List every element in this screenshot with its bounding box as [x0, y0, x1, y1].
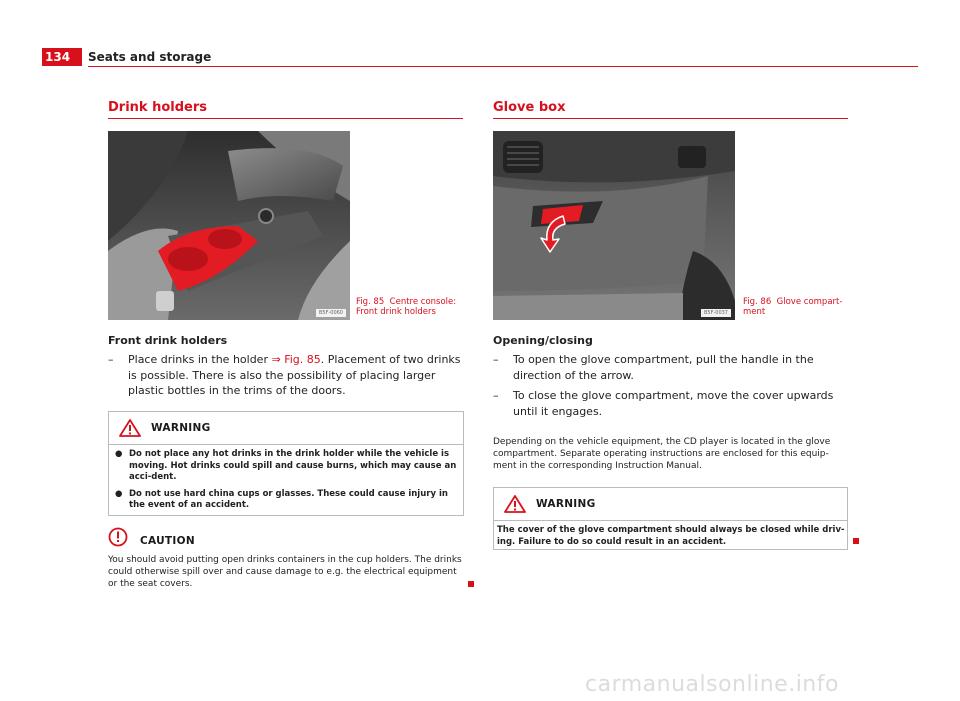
section-end-marker	[853, 538, 859, 544]
warning-heading: WARNING	[109, 412, 463, 445]
opening-closing-heading: Opening/closing	[493, 334, 593, 347]
list-item: ● Do not place any hot drinks in the drink holder while the vehicle is moving. Hot drinks could spill and cause burns, which may cause an acci-dent.	[115, 449, 457, 482]
centre-console-illustration	[108, 131, 350, 320]
glove-box-title: Glove box	[493, 100, 566, 115]
figure-caption-label: Fig. 85	[356, 297, 385, 307]
figure-caption-text: Centre console: Front drink holders	[356, 297, 457, 317]
header-section-title: Seats and storage	[88, 50, 212, 64]
figure-caption	[743, 297, 843, 317]
figure-link[interactable]: ⇒ Fig. 85	[271, 353, 321, 366]
list-item: – To open the glove compartment, pull the handle in the direction of the arrow.	[493, 353, 814, 382]
figure-caption	[356, 297, 464, 317]
figure-caption-label: Fig. 86	[743, 297, 772, 307]
drink-holders-title: Drink holders	[108, 100, 207, 115]
figure-caption-text: Glove compart-ment	[743, 297, 843, 317]
list-item: – Place drinks in the holder ⇒ Fig. 85. Placement of two drinks is possible. There is also the possibility of placing larger plastic bottles in the trims of the doors.	[108, 353, 461, 397]
front-drink-holders-heading: Front drink holders	[108, 334, 228, 347]
list-item: – To close the glove compartment, move the cover upwards until it engages.	[493, 389, 834, 418]
drink-holder-instructions	[108, 352, 464, 399]
warning-box	[108, 411, 464, 516]
warning-triangle-icon	[119, 419, 141, 437]
header-rule	[88, 66, 918, 67]
figure-code: B5F-0037	[701, 309, 731, 317]
list-item: ● Do not use hard china cups or glasses. These could cause injury in the event of an accident.	[115, 488, 448, 510]
warning-body	[109, 445, 463, 512]
caution-text: You should avoid putting open drinks containers in the cup holders. The drinks could otherwise spill over and cause damage to e.g. the electrical equipment or the seat covers.	[108, 555, 462, 589]
cd-player-note: Depending on the vehicle equipment, the CD player is located in the glove compartment. Separate operating instructions are enclosed for this equip-ment in the corresponding Instruction Manual.	[493, 437, 831, 471]
figure-glove-compartment	[493, 131, 735, 320]
warning-triangle-icon	[504, 495, 526, 513]
section-end-marker	[468, 581, 474, 587]
figure-code: B5F-0060	[316, 309, 346, 317]
figure-centre-console	[108, 131, 350, 320]
caution-circle-icon	[108, 527, 128, 547]
watermark: carmanualsonline.info	[585, 672, 839, 697]
caution-heading: CAUTION	[108, 527, 195, 547]
page-number: 134	[42, 48, 82, 66]
warning-heading: WARNING	[494, 488, 847, 521]
warning-box	[493, 487, 848, 550]
warning-body: The cover of the glove compartment should always be closed while driv-ing. Failure to do so could result in an accident.	[497, 525, 845, 547]
glove-box-instructions	[493, 352, 849, 419]
glove-compartment-illustration	[493, 131, 735, 320]
drink-holders-rule	[108, 118, 463, 119]
glove-box-rule	[493, 118, 848, 119]
